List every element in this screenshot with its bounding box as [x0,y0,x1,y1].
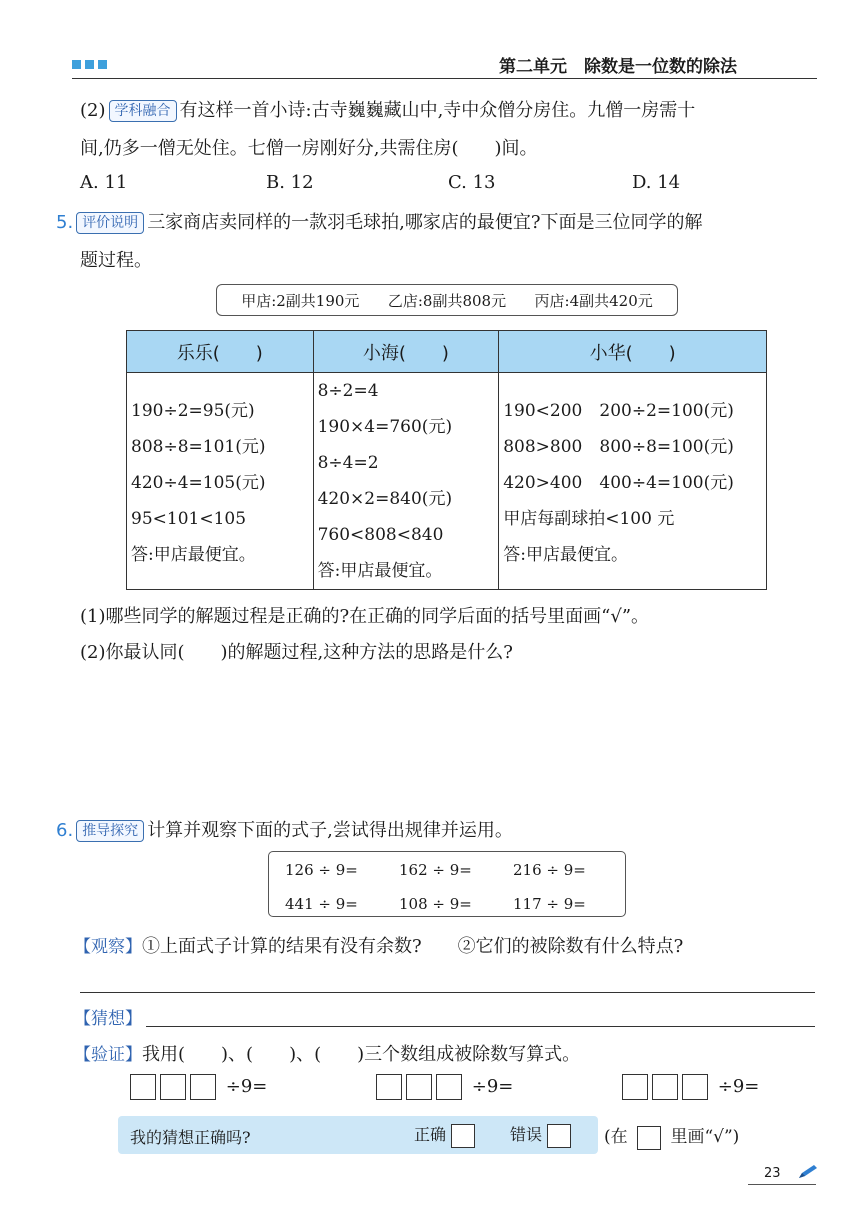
xiaohai-step: 760<808<840 [317,525,444,545]
wrong-label: 错误 [510,1125,543,1144]
col-xiaohua [499,373,767,590]
pencil-icon [797,1164,819,1178]
solutions-table [126,330,767,590]
q4-2-line1 [80,96,695,122]
q5-number: 5. [56,212,74,233]
lele-step: 95<101<105 [131,509,247,529]
tag-evaluate: 评价说明 [76,212,144,234]
check-note-a: (在 [604,1127,628,1147]
equation: 108 ÷ 9= [399,895,472,913]
header-lele[interactable]: 乐乐( ) [127,331,314,373]
header-divider [72,78,817,79]
verify-expression-2 [376,1074,513,1100]
q4-2-option-a[interactable]: A. 11 [80,172,128,193]
guess-line [74,1004,142,1029]
footer-line [748,1184,816,1185]
guess-answer-line[interactable] [146,1026,815,1027]
header-xiaohua[interactable]: 小华( ) [499,331,767,373]
page-number: 23 [764,1166,781,1181]
header-xiaohai[interactable]: 小海( ) [313,331,499,373]
correct-option [414,1122,479,1148]
verify-line [74,1040,580,1066]
lele-step: 190÷2=95(元) [131,401,255,421]
digit-box[interactable] [682,1074,708,1100]
wrong-checkbox[interactable] [547,1124,571,1148]
verify-expression-1 [130,1074,267,1100]
unit-title: 第二单元 除数是一位数的除法 [499,57,737,77]
observe-line [74,932,683,958]
q5-text2: 题过程。 [80,250,152,271]
equations-box [268,851,626,917]
guess-check-question: 我的猜想正确吗? [130,1128,251,1147]
q5-line1 [56,208,703,234]
observe-answer-line[interactable] [80,992,815,993]
verify-text: 我用( )、( )、( )三个数组成被除数写算式。 [142,1044,581,1065]
col-xiaohai [313,373,499,590]
digit-box[interactable] [130,1074,156,1100]
xiaohai-step: 420×2=840(元) [317,489,453,509]
observe-text: ①上面式子计算的结果有没有余数? ②它们的被除数有什么特点? [142,936,684,957]
q4-2-option-d[interactable]: D. 14 [632,172,681,193]
equation: 117 ÷ 9= [513,895,586,913]
check-note [604,1122,739,1150]
price-shop-a: 甲店:2副共190元 [241,291,360,310]
correct-checkbox[interactable] [451,1124,475,1148]
xiaohua-step: 190<200 200÷2=100(元) [503,401,734,421]
divide-suffix: ÷9= [225,1076,268,1097]
verify-expression-3 [622,1074,759,1100]
price-shop-b: 乙店:8副共808元 [387,291,507,310]
guess-label: 【猜想】 [74,1009,142,1029]
note-sample-box [637,1126,661,1150]
digit-box[interactable] [652,1074,678,1100]
q4-2-number: (2) [80,100,106,121]
xiaohua-step: 甲店每副球拍<100 元 [503,509,675,529]
divide-suffix: ÷9= [717,1076,760,1097]
correct-label: 正确 [414,1125,447,1144]
tag-subject-fusion: 学科融合 [109,100,177,122]
price-box [216,284,678,316]
col-lele [127,373,314,590]
q6-text1: 计算并观察下面的式子,尝试得出规律并运用。 [147,820,513,841]
xiaohai-step: 8÷4=2 [317,453,379,473]
q5-sub1: (1)哪些同学的解题过程是正确的?在正确的同学后面的括号里面画“√”。 [80,606,650,627]
observe-label: 【观察】 [74,937,142,957]
q5-sub2: (2)你最认同( )的解题过程,这种方法的思路是什么? [80,642,513,663]
equation: 162 ÷ 9= [399,861,472,879]
xiaohua-answer: 答:甲店最便宜。 [503,545,628,565]
q6-line1 [56,816,513,842]
header-decoration [72,60,107,69]
xiaohai-step: 190×4=760(元) [317,417,453,437]
divide-suffix: ÷9= [471,1076,514,1097]
digit-box[interactable] [622,1074,648,1100]
q4-2-text1: 有这样一首小诗:古寺巍巍藏山中,寺中众僧分房住。九僧一房需十 [179,100,696,121]
equation: 441 ÷ 9= [285,895,358,913]
digit-box[interactable] [376,1074,402,1100]
equation: 216 ÷ 9= [513,861,586,879]
check-note-b: 里画“√”) [670,1127,740,1147]
q4-2-option-b[interactable]: B. 12 [266,172,314,193]
digit-box[interactable] [436,1074,462,1100]
digit-box[interactable] [406,1074,432,1100]
q6-number: 6. [56,820,74,841]
wrong-option [510,1122,575,1148]
xiaohua-step: 420>400 400÷4=100(元) [503,473,734,493]
lele-step: 420÷4=105(元) [131,473,266,493]
q4-2-option-c[interactable]: C. 13 [448,172,496,193]
digit-box[interactable] [160,1074,186,1100]
lele-step: 808÷8=101(元) [131,437,266,457]
equation: 126 ÷ 9= [285,861,358,879]
xiaohua-step: 808>800 800÷8=100(元) [503,437,734,457]
q4-2-text2: 间,仍多一僧无处住。七僧一房刚好分,共需住房( )间。 [80,138,538,159]
lele-answer: 答:甲店最便宜。 [131,545,256,565]
q5-text1: 三家商店卖同样的一款羽毛球拍,哪家店的最便宜?下面是三位同学的解 [147,212,703,233]
xiaohai-answer: 答:甲店最便宜。 [317,561,443,581]
price-shop-c: 丙店:4副共420元 [534,291,653,310]
xiaohai-step: 8÷2=4 [317,381,379,401]
tag-derive-explore: 推导探究 [76,820,144,842]
verify-label: 【验证】 [74,1045,142,1065]
digit-box[interactable] [190,1074,216,1100]
